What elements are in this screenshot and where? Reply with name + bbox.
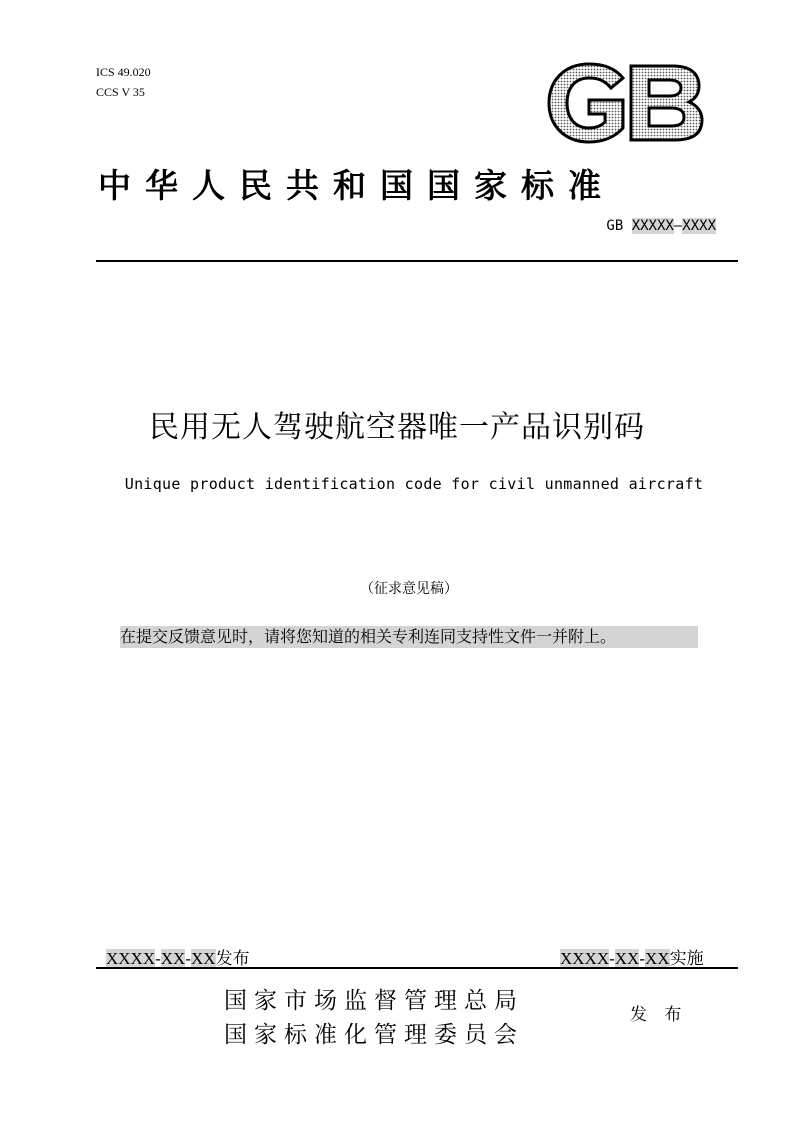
implement-label: 实施 [669, 949, 704, 968]
ics-ccs-codes [96, 62, 151, 102]
publish-date [106, 944, 250, 969]
issuer-samr: 国家市场监督管理总局 [224, 988, 524, 1014]
standard-number-year: XXXX [682, 218, 716, 234]
gb-logo [545, 62, 705, 144]
implement-year: XXXX [560, 949, 610, 968]
issuer-sac: 国家标准化管理委员会 [224, 1022, 524, 1048]
publish-sep2: - [185, 949, 192, 968]
implement-sep2: - [639, 949, 646, 968]
publish-year: XXXX [106, 949, 156, 968]
publish-label: 发布 [215, 949, 250, 968]
implement-day: XX [645, 949, 670, 968]
implement-month: XX [614, 949, 640, 968]
footer-divider [96, 967, 738, 969]
standard-number-prefix: GB [606, 218, 632, 234]
publish-sep1: - [155, 949, 161, 968]
publish-day: XX [191, 949, 216, 968]
national-standard-heading: 中华人民共和国国家标准 [98, 166, 615, 205]
gb-logo-icon [545, 62, 705, 144]
standard-number [606, 218, 716, 234]
ccs-code: CCS V 35 [96, 85, 145, 99]
title-chinese: 民用无人驾驶航空器唯一产品识别码 [149, 410, 645, 445]
implement-date [560, 944, 704, 969]
title-english: Unique product identification code for civil unmanned aircraft [124, 475, 704, 493]
header-divider [96, 260, 738, 262]
implement-sep1: - [609, 949, 615, 968]
draft-label: （征求意见稿） [360, 581, 458, 597]
ics-code: ICS 49.020 [96, 65, 151, 79]
patent-notice: 在提交反馈意见时，请将您知道的相关专利连同支持性文件一并附上。 [120, 626, 698, 648]
publish-month: XX [160, 949, 186, 968]
issue-label: 发 布 [630, 1005, 688, 1025]
standard-number-value: XXXXX [631, 218, 674, 234]
standard-number-dash: — [673, 218, 683, 234]
